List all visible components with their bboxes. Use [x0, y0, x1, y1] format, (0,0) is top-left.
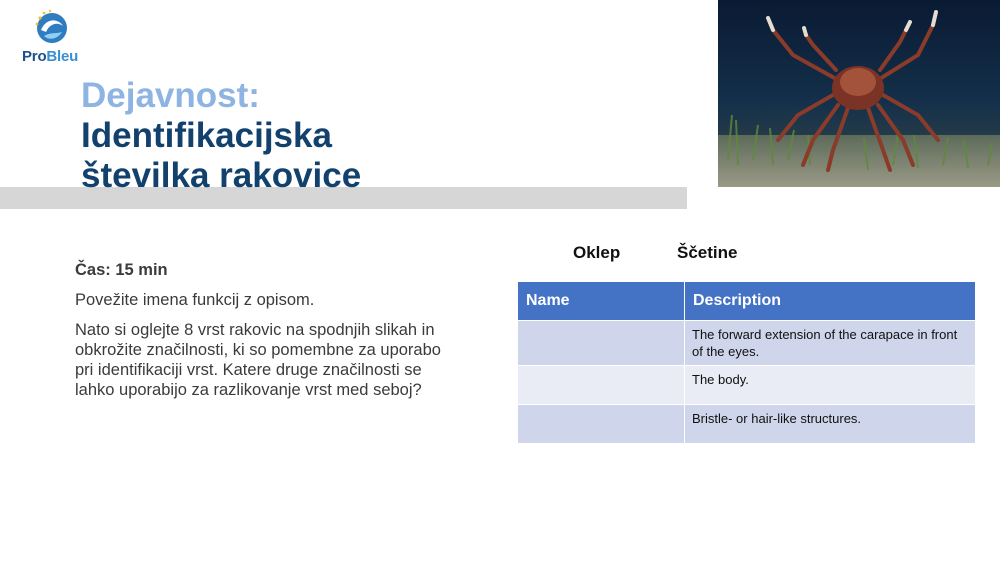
description-cell: Bristle- or hair-like structures. — [685, 405, 976, 444]
probleu-logo — [20, 8, 90, 68]
description-cell: The body. — [685, 366, 976, 405]
term-scetine[interactable]: Ščetine — [677, 243, 738, 262]
term-oklep[interactable]: Oklep — [573, 243, 621, 262]
table-row — [518, 366, 976, 405]
activity-instructions — [75, 258, 455, 410]
title-accent: Dejavnost: — [81, 76, 260, 115]
page-title — [81, 76, 601, 196]
name-cell[interactable] — [518, 405, 685, 444]
spider-crab-photo — [718, 0, 1000, 187]
header-name: Name — [518, 282, 685, 321]
instruction-2: Nato si oglejte 8 vrst rakovic na spodnjih slikah in obkrožite značilnosti, ki so pomembne za uporabo pri identifikaciji vrst. Katere druge značilnosti se lahko uporabijo za razlikovanje vrst med seboj? — [75, 321, 441, 399]
logo-text: ProBleu — [22, 48, 79, 65]
instruction-1: Povežite imena funkcij z opisom. — [75, 291, 315, 309]
title-line-1: Identifikacijska — [81, 116, 332, 155]
title-line-2: številka rakovice — [81, 156, 362, 195]
name-cell[interactable] — [518, 366, 685, 405]
description-cell: The forward extension of the carapace in front of the eyes. — [685, 321, 976, 366]
name-cell[interactable] — [518, 321, 685, 366]
table-row — [518, 321, 976, 366]
table-header-row — [518, 282, 976, 321]
globe-icon — [32, 8, 72, 48]
header-description: Description — [685, 282, 976, 321]
time-label: Čas: 15 min — [75, 261, 168, 279]
table-row — [518, 405, 976, 444]
feature-matching-table — [517, 281, 976, 444]
